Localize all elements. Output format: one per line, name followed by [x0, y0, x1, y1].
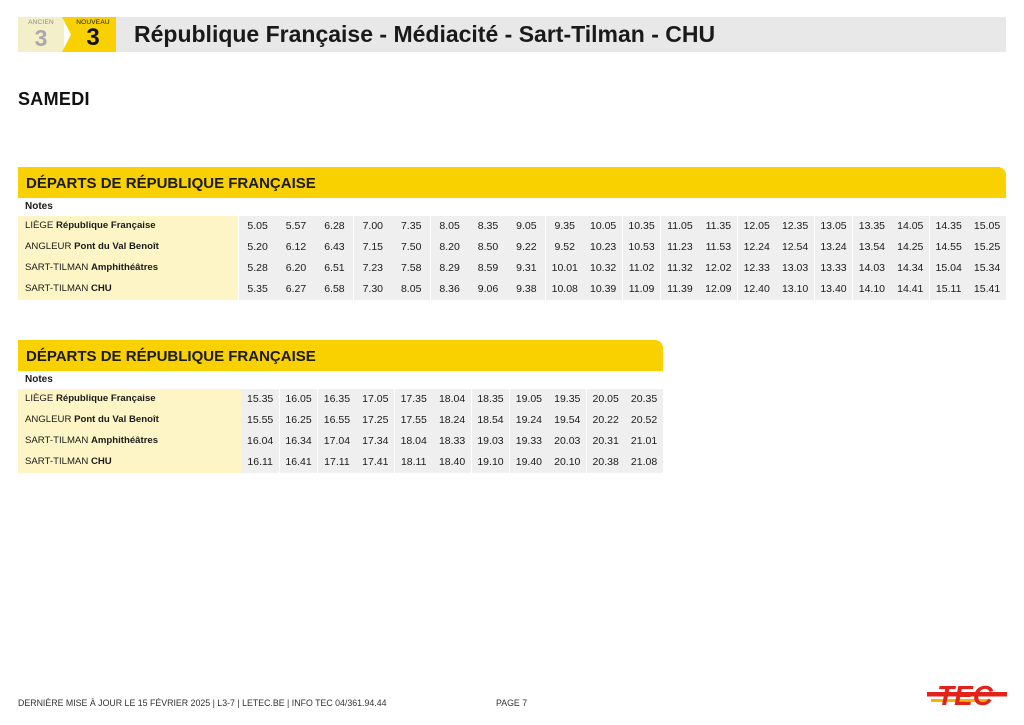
timetable-heading-bar — [18, 167, 1006, 198]
departure-time: 6.28 — [315, 216, 353, 237]
departure-time: 17.41 — [356, 452, 394, 473]
departure-time: 6.51 — [315, 258, 353, 279]
departure-time: 12.09 — [699, 279, 737, 300]
departure-time: 19.35 — [548, 389, 586, 410]
departure-time: 16.11 — [241, 452, 279, 473]
departure-time: 7.15 — [354, 237, 392, 258]
table-row — [18, 452, 663, 473]
departure-time: 12.33 — [738, 258, 776, 279]
departure-time: 12.40 — [738, 279, 776, 300]
header — [18, 17, 1006, 52]
departure-time: 16.35 — [318, 389, 356, 410]
departure-time: 21.01 — [625, 431, 663, 452]
departure-time: 17.55 — [395, 410, 433, 431]
old-line-badge — [18, 17, 64, 52]
table-row — [18, 410, 663, 431]
departure-time: 14.35 — [930, 216, 968, 237]
stop-name — [18, 258, 238, 279]
departure-time: 11.53 — [699, 237, 737, 258]
departure-time: 9.35 — [546, 216, 584, 237]
stop-name — [18, 431, 241, 452]
new-line-badge — [62, 17, 116, 52]
departure-time: 5.35 — [239, 279, 277, 300]
departure-time: 8.05 — [392, 279, 430, 300]
timetable-heading: DÉPARTS DE RÉPUBLIQUE FRANÇAISE — [26, 175, 316, 192]
departure-time: 8.20 — [431, 237, 469, 258]
departure-time: 11.32 — [661, 258, 699, 279]
departure-time: 8.36 — [431, 279, 469, 300]
departure-time: 10.05 — [584, 216, 622, 237]
departure-time: 6.12 — [277, 237, 315, 258]
departure-time: 5.57 — [277, 216, 315, 237]
departure-time: 16.05 — [280, 389, 318, 410]
stop-locality: ANGLEUR — [25, 414, 72, 425]
departure-time: 19.10 — [472, 452, 510, 473]
departure-time: 9.05 — [507, 216, 545, 237]
stop-locality: SART-TILMAN — [25, 456, 89, 467]
departure-time: 20.35 — [625, 389, 663, 410]
departure-time: 11.05 — [661, 216, 699, 237]
departure-time: 14.34 — [891, 258, 929, 279]
departure-time: 18.04 — [395, 431, 433, 452]
departure-time: 13.54 — [853, 237, 891, 258]
departure-time: 6.43 — [315, 237, 353, 258]
tec-logo-icon — [927, 677, 1007, 711]
departure-time: 5.20 — [239, 237, 277, 258]
departure-time: 18.11 — [395, 452, 433, 473]
departure-time: 19.05 — [510, 389, 548, 410]
departure-time: 15.41 — [968, 279, 1006, 300]
departure-time: 9.06 — [469, 279, 507, 300]
departure-time: 16.34 — [280, 431, 318, 452]
departure-time: 10.53 — [623, 237, 661, 258]
departure-time: 15.55 — [241, 410, 279, 431]
old-line-number: 3 — [34, 25, 48, 51]
stop-label: République Française — [55, 220, 156, 231]
departure-time: 10.35 — [623, 216, 661, 237]
departure-time: 8.35 — [469, 216, 507, 237]
departure-time: 13.10 — [776, 279, 814, 300]
departure-time: 16.55 — [318, 410, 356, 431]
table-row — [18, 216, 1006, 237]
old-line-label: ANCIEN — [28, 19, 54, 26]
departure-time: 13.24 — [815, 237, 853, 258]
table-row — [18, 237, 1006, 258]
departure-time: 11.35 — [699, 216, 737, 237]
notes-label: Notes — [25, 201, 53, 212]
page-number: PAGE 7 — [496, 698, 528, 708]
stop-label: Pont du Val Benoît — [74, 414, 159, 425]
departure-time: 7.50 — [392, 237, 430, 258]
timetable-heading-bar — [18, 340, 663, 371]
departure-time: 11.23 — [661, 237, 699, 258]
table-row — [18, 389, 663, 410]
stop-locality: ANGLEUR — [25, 241, 72, 252]
departure-time: 20.38 — [587, 452, 625, 473]
timetable-2 — [18, 340, 663, 473]
departure-time: 17.35 — [395, 389, 433, 410]
stop-name — [18, 216, 238, 237]
stop-label: Pont du Val Benoît — [74, 241, 159, 252]
departure-time: 15.05 — [968, 216, 1006, 237]
departure-time: 15.11 — [930, 279, 968, 300]
departure-time: 20.31 — [587, 431, 625, 452]
departure-time: 8.59 — [469, 258, 507, 279]
table-row — [18, 279, 1006, 300]
new-line-number: 3 — [86, 24, 100, 51]
stop-name — [18, 452, 241, 473]
day-heading: SAMEDI — [18, 89, 90, 109]
departure-time: 11.02 — [623, 258, 661, 279]
departure-time: 7.23 — [354, 258, 392, 279]
stop-locality: SART-TILMAN — [25, 262, 89, 273]
departure-time: 9.31 — [507, 258, 545, 279]
departure-time: 10.32 — [584, 258, 622, 279]
departure-time: 6.58 — [315, 279, 353, 300]
departure-time: 18.24 — [433, 410, 471, 431]
stop-label: CHU — [90, 456, 112, 467]
stop-locality: SART-TILMAN — [25, 283, 89, 294]
departure-time: 14.41 — [891, 279, 929, 300]
departure-time: 20.22 — [587, 410, 625, 431]
departure-time: 19.24 — [510, 410, 548, 431]
departure-time: 14.10 — [853, 279, 891, 300]
stop-label: Amphithéâtres — [90, 262, 159, 273]
footer-info: DERNIÈRE MISE À JOUR LE 15 FÉVRIER 2025 | L3-7 | LETEC.BE | INFO TEC 04/361.94.44 — [18, 698, 387, 708]
stop-label: CHU — [90, 283, 112, 294]
timetable-1 — [18, 167, 1006, 300]
departure-time: 9.38 — [507, 279, 545, 300]
departure-time: 12.54 — [776, 237, 814, 258]
departure-time: 18.54 — [472, 410, 510, 431]
departure-time: 20.03 — [548, 431, 586, 452]
departure-time: 17.11 — [318, 452, 356, 473]
departure-time: 10.01 — [546, 258, 584, 279]
table-row — [18, 431, 663, 452]
departure-time: 16.25 — [280, 410, 318, 431]
departure-time: 10.39 — [584, 279, 622, 300]
departure-time: 11.39 — [661, 279, 699, 300]
departure-time: 6.20 — [277, 258, 315, 279]
departure-time: 12.35 — [776, 216, 814, 237]
departure-time: 14.55 — [930, 237, 968, 258]
departure-time: 8.05 — [431, 216, 469, 237]
departure-time: 19.40 — [510, 452, 548, 473]
stop-name — [18, 410, 241, 431]
departure-time: 13.03 — [776, 258, 814, 279]
departure-time: 17.04 — [318, 431, 356, 452]
departure-time: 13.35 — [853, 216, 891, 237]
page-title: République Française - Médiacité - Sart-Tilman - CHU — [134, 21, 716, 47]
tec-logo-text: TEC — [937, 680, 993, 711]
stop-name — [18, 389, 241, 410]
notes-label: Notes — [25, 374, 53, 385]
departure-time: 5.05 — [239, 216, 277, 237]
departure-time: 19.54 — [548, 410, 586, 431]
departure-time: 13.05 — [815, 216, 853, 237]
departure-time: 18.35 — [472, 389, 510, 410]
departure-time: 18.40 — [433, 452, 471, 473]
title-bar — [116, 17, 1006, 52]
departure-time: 6.27 — [277, 279, 315, 300]
stop-locality: LIÈGE — [25, 393, 54, 404]
departure-time: 9.22 — [507, 237, 545, 258]
stop-label: République Française — [55, 393, 156, 404]
departure-time: 17.05 — [356, 389, 394, 410]
departure-time: 8.50 — [469, 237, 507, 258]
departure-time: 15.34 — [968, 258, 1006, 279]
departure-time: 13.40 — [815, 279, 853, 300]
departure-time: 12.05 — [738, 216, 776, 237]
timetable-heading: DÉPARTS DE RÉPUBLIQUE FRANÇAISE — [26, 348, 316, 365]
stop-locality: SART-TILMAN — [25, 435, 89, 446]
departure-time: 21.08 — [625, 452, 663, 473]
departure-time: 15.35 — [241, 389, 279, 410]
departure-time: 10.23 — [584, 237, 622, 258]
departure-time: 17.34 — [356, 431, 394, 452]
departure-time: 7.58 — [392, 258, 430, 279]
departure-time: 8.29 — [431, 258, 469, 279]
departure-time: 16.41 — [280, 452, 318, 473]
departure-time: 12.24 — [738, 237, 776, 258]
departure-time: 7.30 — [354, 279, 392, 300]
table-row — [18, 258, 1006, 279]
departure-time: 14.03 — [853, 258, 891, 279]
departure-time: 7.35 — [392, 216, 430, 237]
new-line-label: NOUVEAU — [76, 19, 110, 26]
departure-time: 20.52 — [625, 410, 663, 431]
timetable-rows — [18, 216, 1006, 300]
departure-time: 11.09 — [623, 279, 661, 300]
departure-time: 15.25 — [968, 237, 1006, 258]
stop-name — [18, 279, 238, 300]
departure-time: 19.03 — [472, 431, 510, 452]
departure-time: 5.28 — [239, 258, 277, 279]
timetable-rows — [18, 389, 663, 473]
departure-time: 13.33 — [815, 258, 853, 279]
stop-locality: LIÈGE — [25, 220, 54, 231]
departure-time: 14.05 — [891, 216, 929, 237]
departure-time: 14.25 — [891, 237, 929, 258]
departure-time: 16.04 — [241, 431, 279, 452]
departure-time: 15.04 — [930, 258, 968, 279]
departure-time: 18.33 — [433, 431, 471, 452]
stop-name — [18, 237, 238, 258]
departure-time: 19.33 — [510, 431, 548, 452]
departure-time: 9.52 — [546, 237, 584, 258]
departure-time: 10.08 — [546, 279, 584, 300]
departure-time: 7.00 — [354, 216, 392, 237]
departure-time: 12.02 — [699, 258, 737, 279]
departure-time: 20.10 — [548, 452, 586, 473]
departure-time: 17.25 — [356, 410, 394, 431]
stop-label: Amphithéâtres — [90, 435, 159, 446]
departure-time: 20.05 — [587, 389, 625, 410]
departure-time: 18.04 — [433, 389, 471, 410]
